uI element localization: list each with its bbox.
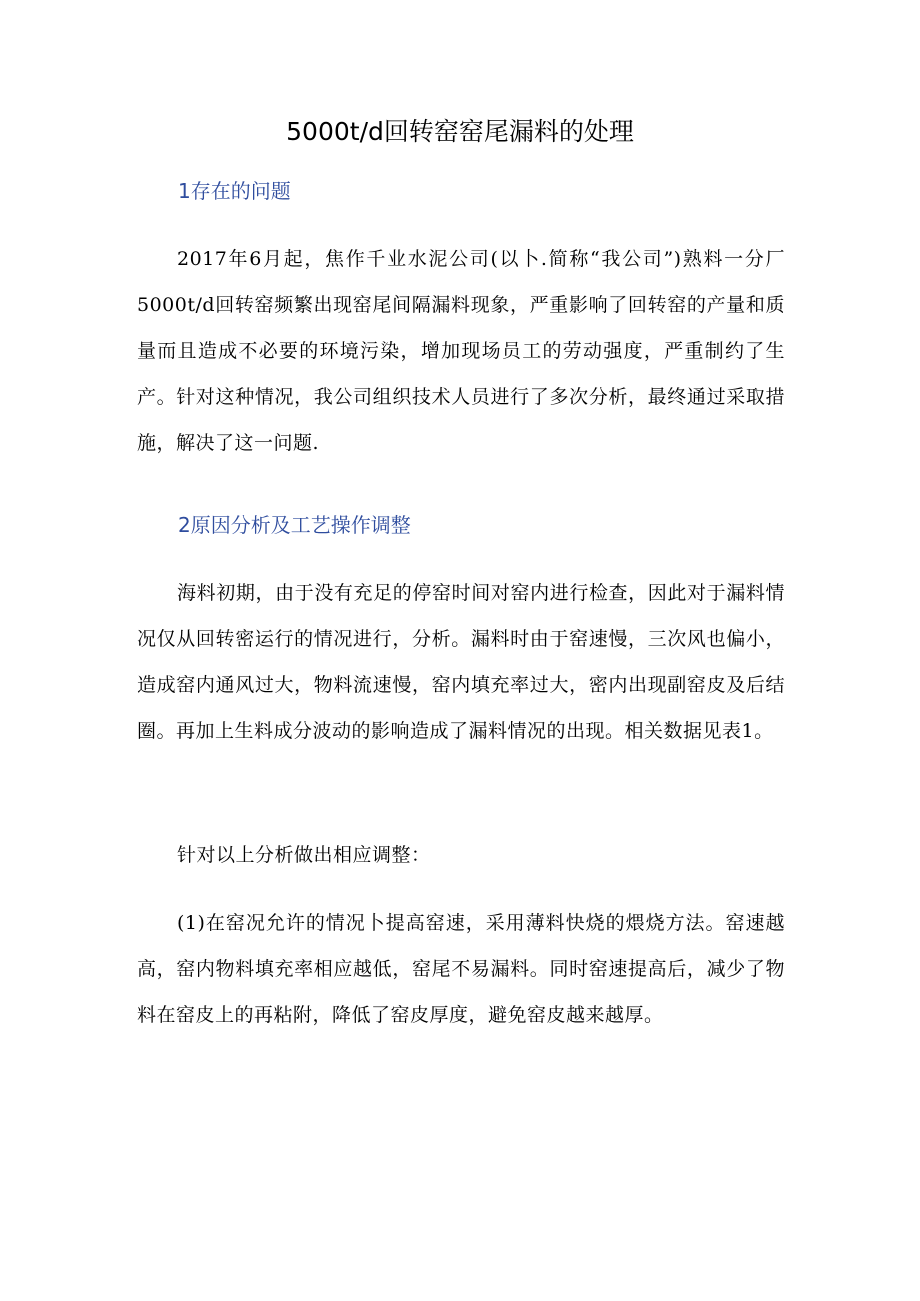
paragraph-adjustment-1: (1)在窑况允许的情况卜提高窑速，采用薄料快烧的煨烧方法。窑速越高，窑内物料填充率相应越低，窑尾不易漏料。同时窑速提高后，减少了物料在窑皮上的再粘附，降低了窑皮厚度，避免窑皮越来越厚。 (137, 912, 785, 1026)
paragraph-cause-analysis: 海料初期，由于没有充足的停窑时间对窑内进行检查，因此对于漏料情况仅从回转密运行的情况进行，分析。漏料时由于窑速慢，三次风也偏小，造成窑内通风过大，物料流速慢，窑内填充率过大，密内出现副窑皮及后结圈。再加上生料成分波动的影响造成了漏料情况的出现。相关数据见表1。 (137, 582, 785, 742)
document-title: 5000t/d回转窑窑尾漏料的处理 (286, 117, 634, 146)
paragraph-problem-description: 2017年6月起，焦作千业水泥公司(以卜.简称“我公司”)熟料一分厂5000t/d回转窑频繁出现窑尾间隔漏料现象，严重影响了回转窑的产量和质量而且造成不必要的环境污染，增加现场员工的劳动强度，严重制约了生产。针对这种情况，我公司组织技术人员进行了多次分析，最终通过采取措施，解决了这一问题. (137, 248, 785, 454)
section-heading-analysis: 2原因分析及工艺操作调整 (178, 513, 411, 537)
paragraph-adjustment-intro: 针对以上分析做出相应调整： (177, 844, 431, 866)
section-heading-problems: 1存在的问题 (178, 179, 291, 203)
